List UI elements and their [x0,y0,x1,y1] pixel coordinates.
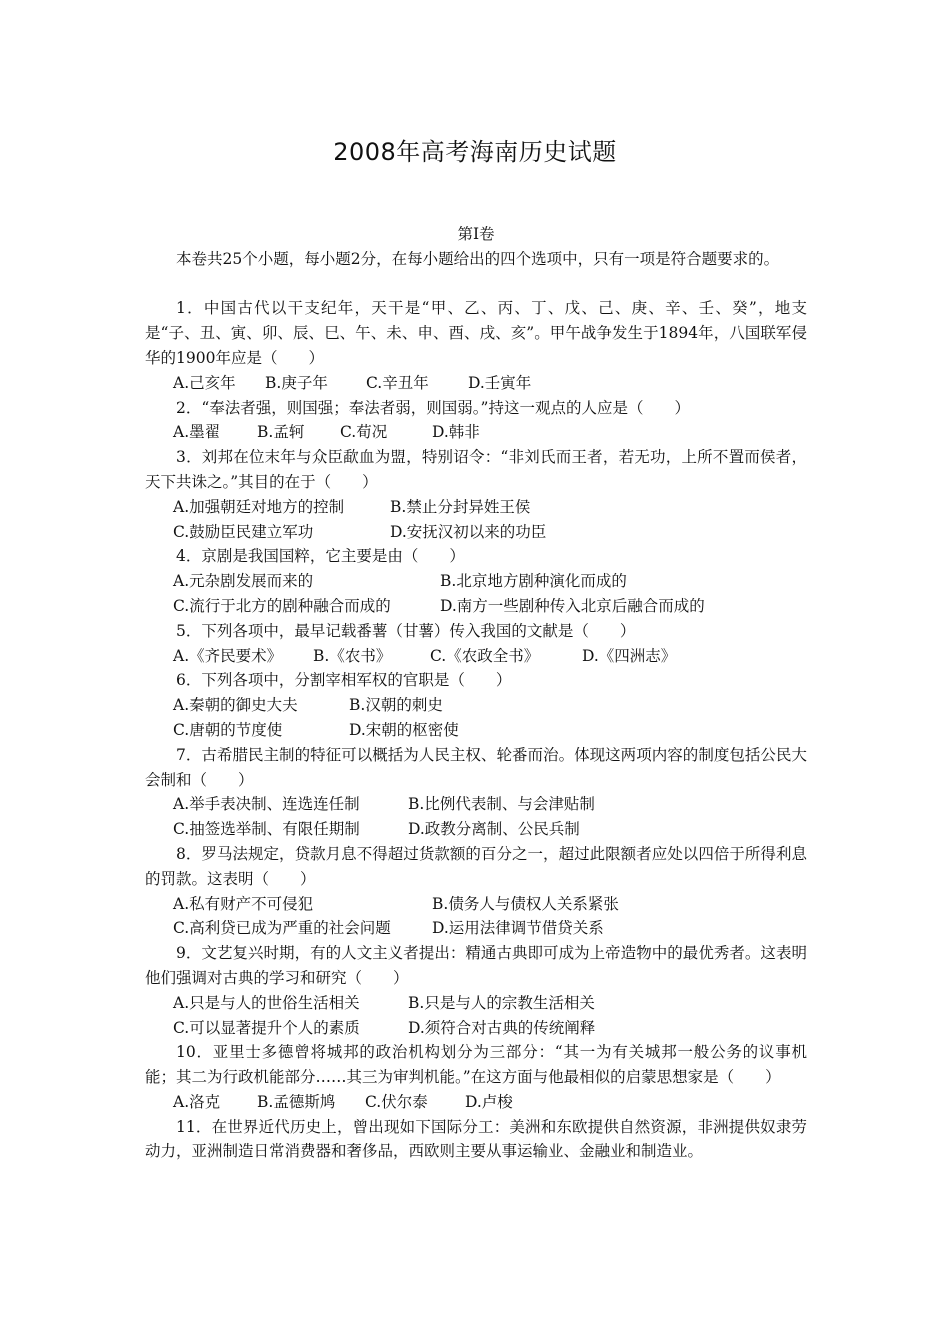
answer-option: D.运用法律调节借贷关系 [432,919,604,938]
answer-option: B.《农书》 [313,646,392,665]
option-row [173,371,807,396]
option-row [173,644,807,669]
answer-option: B.孟轲 [257,423,305,442]
answer-option: D.韩非 [432,423,480,442]
question-stem: 4．京剧是我国国粹，它主要是由（ ） [176,547,465,566]
answer-option: A.《齐民要术》 [173,646,283,665]
answer-option: A.己亥年 [173,373,236,392]
option-row [173,569,807,594]
answer-option: B.汉朝的刺史 [349,696,443,715]
option-row [173,792,807,817]
answer-option: B.比例代表制、与会津贴制 [408,795,595,814]
answer-option: B.孟德斯鸠 [257,1092,336,1111]
answer-option: C.辛丑年 [366,373,429,392]
option-row [173,1016,807,1041]
instructions: 本卷共25个小题，每小题2分，在每小题给出的四个选项中，只有一项是符合题要求的。 [176,249,780,268]
answer-option: D.南方一些剧种传入北京后融合而成的 [440,596,705,615]
question-stem: 9．文艺复兴时期，有的人文主义者提出：精通古典即可成为上帝造物中的最优秀者。这表明他们强调对古典的学习和研究（ ） [145,944,807,987]
option-row [173,817,807,842]
option-row [173,495,807,520]
answer-option: D.卢梭 [465,1092,513,1111]
answer-option: A.举手表决制、连选连任制 [173,795,360,814]
option-row [173,916,807,941]
option-row [173,420,807,445]
answer-option: C.唐朝的节度使 [173,720,283,739]
answer-option: A.加强朝廷对地方的控制 [173,497,345,516]
answer-option: D.须符合对古典的传统阐释 [408,1018,596,1037]
answer-option: B.只是与人的宗教生活相关 [408,993,595,1012]
question-stem: 1．中国古代以干支纪年，天干是“甲、乙、丙、丁、戊、己、庚、辛、壬、癸”，地支是“子、丑、寅、卯、辰、巳、午、未、申、酉、戌、亥”。甲午战争发生于1894年，八国联军侵华的1900年应是（ ） [145,299,807,367]
answer-option: C.抽签选举制、有限任期制 [173,820,360,839]
answer-option: D.壬寅年 [468,373,532,392]
answer-option: C.高利贷已成为严重的社会问题 [173,919,391,938]
answer-option: C.荀况 [340,423,388,442]
question-stem: 2．“奉法者强，则国强；奉法者弱，则国弱。”持这一观点的人应是（ ） [176,398,690,417]
answer-option: C.伏尔泰 [365,1092,428,1111]
document-body [145,222,807,1164]
answer-option: A.元杂剧发展而来的 [173,572,314,591]
answer-option: C.流行于北方的剧种融合而成的 [173,596,391,615]
answer-option: A.洛克 [173,1092,221,1111]
option-row [173,1090,807,1115]
answer-option: D.政教分离制、公民兵制 [408,820,580,839]
question-stem: 5．下列各项中，最早记载番薯（甘薯）传入我国的文献是（ ） [176,621,636,640]
answer-option: D.安抚汉初以来的功臣 [390,522,547,541]
answer-option: B.北京地方剧种演化而成的 [440,572,627,591]
question-list [145,296,807,1164]
answer-option: A.私有财产不可侵犯 [173,894,314,913]
option-row [173,892,807,917]
answer-option: D.《四洲志》 [582,646,677,665]
option-row [173,718,807,743]
answer-option: B.债务人与债权人关系紧张 [432,894,619,913]
answer-option: C.可以显著提升个人的素质 [173,1018,360,1037]
question-stem: 8．罗马法规定，贷款月息不得超过货款额的百分之一，超过此限额者应处以四倍于所得利息的罚款。这表明（ ） [145,844,807,888]
answer-option: C.鼓励臣民建立军功 [173,522,314,541]
question-stem: 3．刘邦在位末年与众臣歃血为盟，特别诏令：“非刘氏而王者，若无功，上所不置而侯者，天下共诛之。”其目的在于（ ） [145,448,807,491]
answer-option: B.禁止分封异姓王侯 [390,497,531,516]
question-stem: 6．下列各项中，分割宰相军权的官职是（ ） [176,671,512,690]
blank-line [145,272,807,297]
answer-option: A.墨翟 [173,423,221,442]
answer-option: D.宋朝的枢密使 [349,720,459,739]
option-row [173,594,807,619]
answer-option: C.《农政全书》 [430,646,540,665]
answer-option: A.只是与人的世俗生活相关 [173,993,360,1012]
document-title: 2008年高考海南历史试题 [333,138,617,166]
option-row [173,693,807,718]
question-stem: 11．在世界近代历史上，曾出现如下国际分工：美洲和东欧提供自然资源，非洲提供奴隶劳动力，亚洲制造日常消费器和奢侈品，西欧则主要从事运输业、金融业和制造业。 [145,1117,807,1161]
section-heading: 第Ⅰ卷 [457,225,495,243]
option-row [173,991,807,1016]
question-stem: 7．古希腊民主制的特征可以概括为人民主权、轮番而治。体现这两项内容的制度包括公民大会制和（ ） [145,745,807,789]
question-stem: 10．亚里士多德曾将城邦的政治机构划分为三部分：“其一为有关城邦一般公务的议事机能；其二为行政机能部分……其三为审判机能。”在这方面与他最相似的启蒙思想家是（ ） [145,1043,807,1087]
option-row [173,520,807,545]
answer-option: A.秦朝的御史大夫 [173,696,298,715]
answer-option: B.庚子年 [265,373,328,392]
